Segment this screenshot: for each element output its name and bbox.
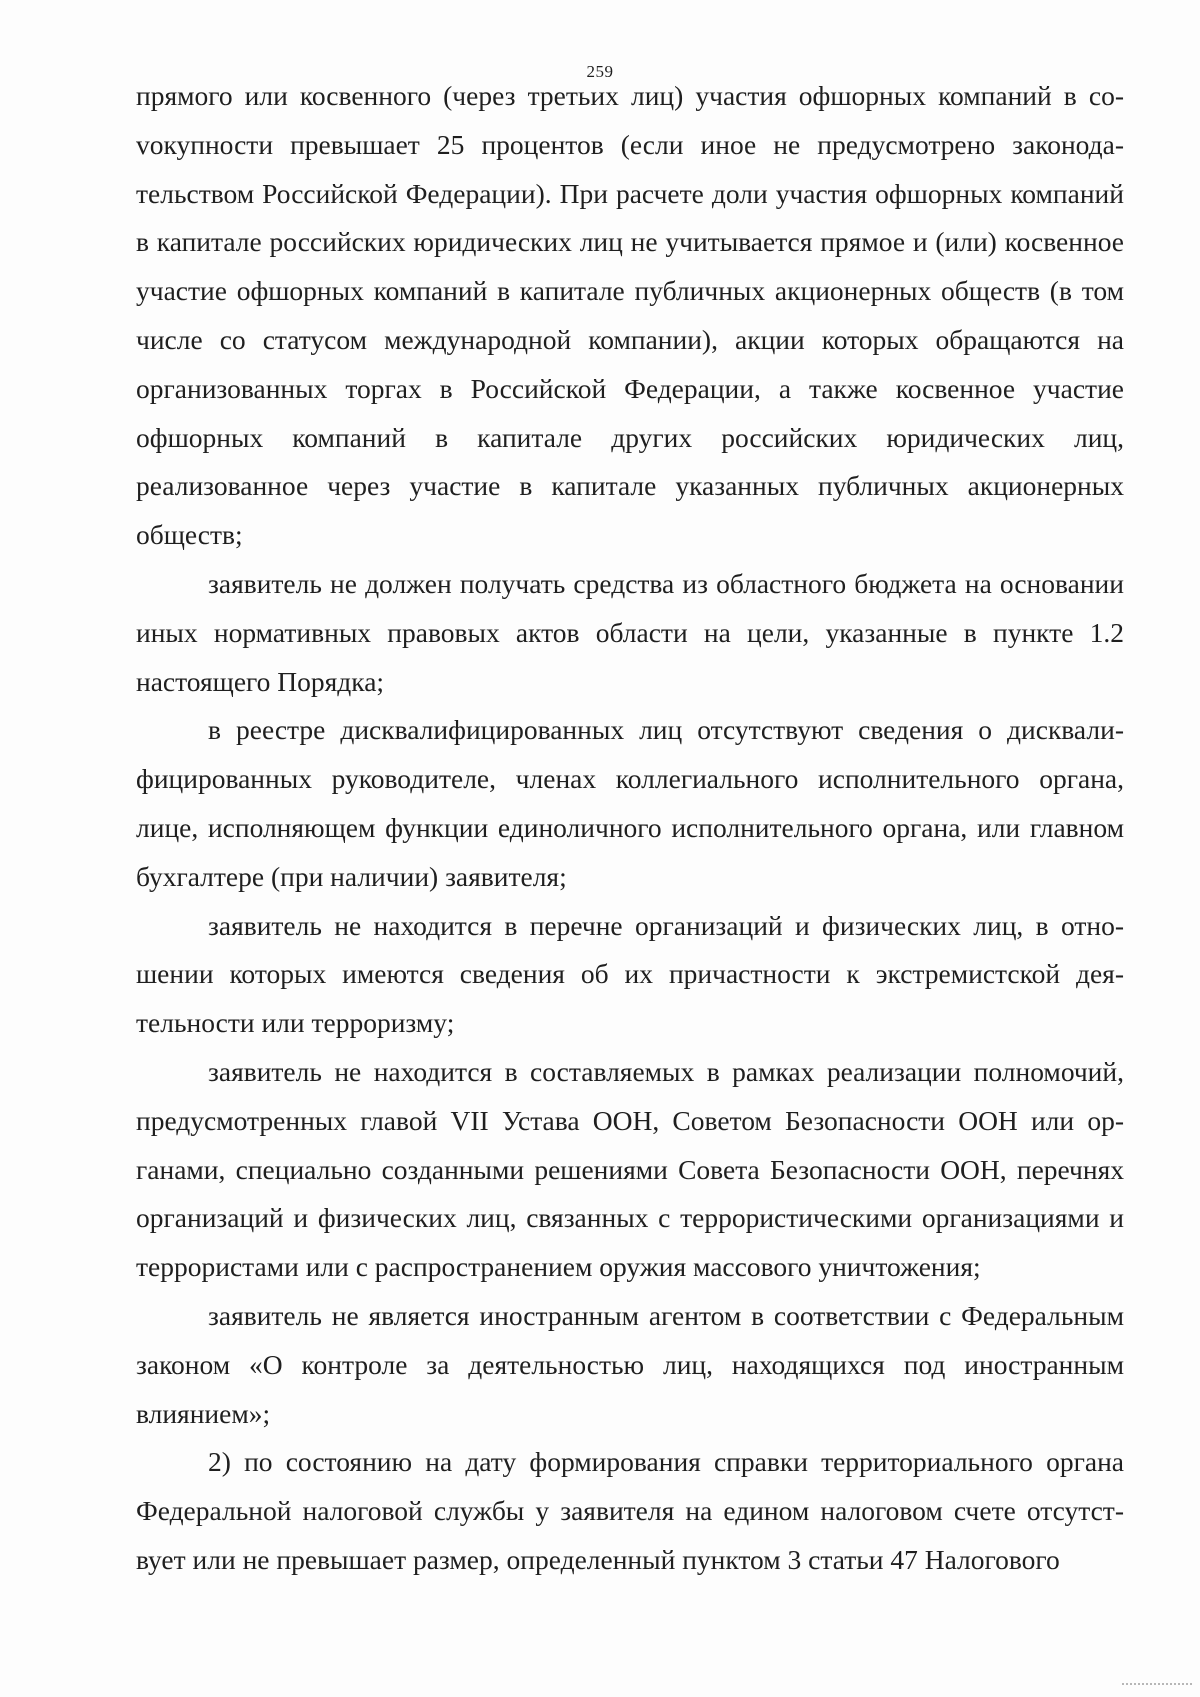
paragraph-extremism-list: заявитель не находится в перечне организаций и физических лиц, в отношении которых имеются сведения об их причастности к экстремистской деятельности или терроризму; xyxy=(136,909,1124,1039)
paragraph-offshore-participation: прямого или косвенного (через третьих лиц) участия офшорных компаний в соvокупности превышает 25 процентов (если иное не предусмотрено законодательством Российской Федерации). При расчете доли участия офшорных компаний в капитале российских юридических лиц не учитывается прямое и (или) косвенное участие офшорных компаний в капитале публичных акционерных обществ (в том числе со статусом международной компании), акции которых обращаются на организованных торгах в Российской Федерации, а также косвенное участие офшорных компаний в капитале других российских юридических лиц, реализованное через участие в капитале указанных публичных акционерных обществ; xyxy=(136,80,1124,551)
paragraph-disqualified-persons: в реестре дисквалифицированных лиц отсутствуют сведения о дисквалифицированных руководителе, членах коллегиального исполнительного органа, лице, исполняющем функции единоличного исполнительного органа, или главном бухгалтере (при наличии) заявителя; xyxy=(136,714,1124,892)
paragraph-tax-debt: 2) по состоянию на дату формирования справки территориального органа Федеральной налоговой службы у заявителя на едином налоговом счете отсутствует или не превышает размер, определенный пунктом 3 статьи 47 Налогового xyxy=(136,1446,1124,1575)
page-number: 259 xyxy=(586,62,614,81)
scan-artifact xyxy=(1122,1683,1192,1693)
paragraph-un-lists: заявитель не находится в составляемых в рамках реализации полномочий, предусмотренных главой VII Устава ООН, Советом Безопасности ООН или органами, специально созданными решениями Совета Безопасности ООН, перечнях организаций и физических лиц, связанных с террористическими организациями и террористами или с распространением оружия массового уничтожения; xyxy=(136,1055,1124,1283)
document-body xyxy=(136,72,1124,1585)
paragraph-regional-budget: заявитель не должен получать средства из областного бюджета на основании иных нормативных правовых актов области на цели, указанные в пункте 1.2 настоящего Порядка; xyxy=(136,567,1124,697)
paragraph-foreign-agent: заявитель не является иностранным агентом в соответствии с Федеральным законом «О контроле за деятельностью лиц, находящихся под иностранным влиянием»; xyxy=(136,1299,1124,1429)
